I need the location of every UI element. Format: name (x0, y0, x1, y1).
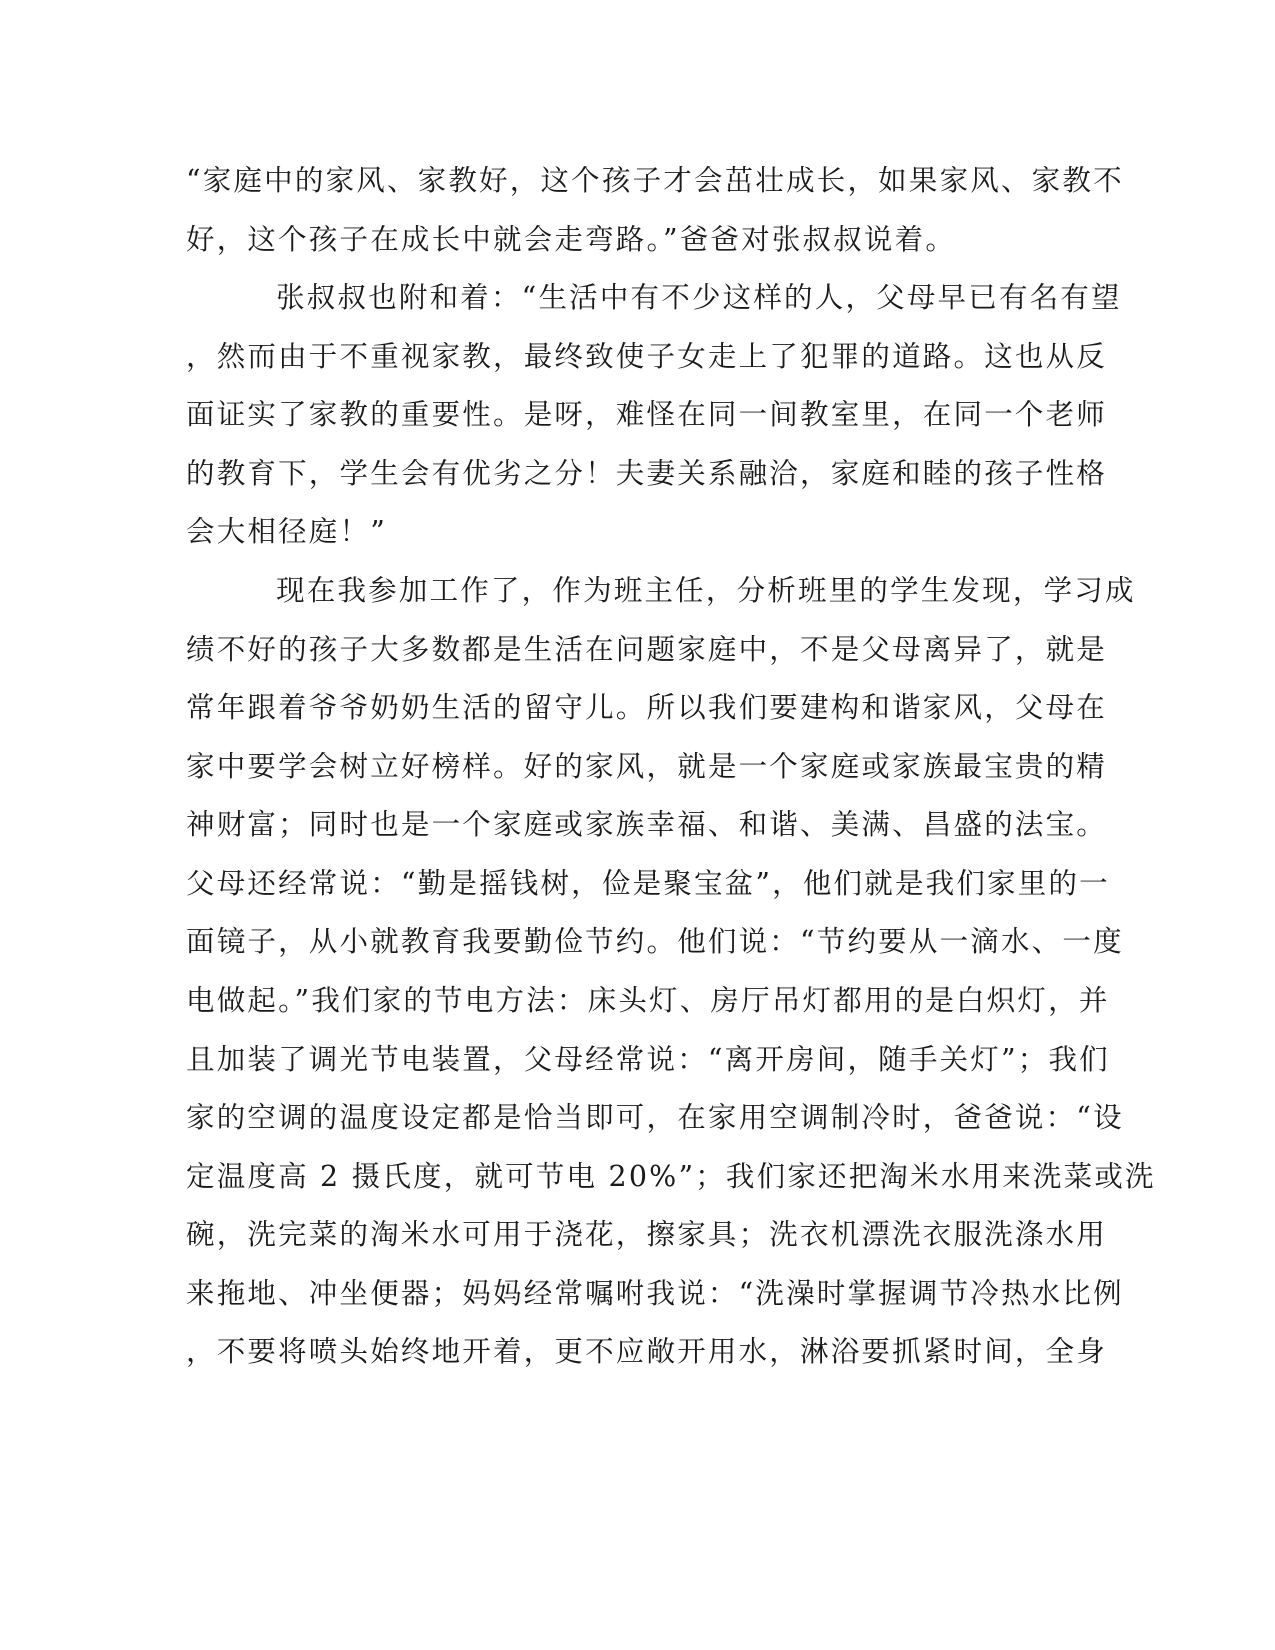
text-line: 神财富；同时也是一个家庭或家族幸福、和谐、美满、昌盛的法宝。 (186, 808, 1108, 841)
text-line: 父母还经常说：“勤是摇钱树，俭是聚宝盆”，他们就是我们家里的一 (186, 867, 1110, 900)
text-line: 好，这个孩子在成长中就会走弯路。”爸爸对张叔叔说着。 (186, 223, 957, 256)
text-line: 面镜子，从小就教育我要勤俭节约。他们说：“节约要从一滴水、一度 (186, 925, 1124, 958)
text-line: 定温度高 2 摄氏度，就可节电 20%”；我们家还把淘米水用来洗菜或洗 (186, 1160, 1156, 1193)
text-line: 面证实了家教的重要性。是呀，难怪在同一间教室里，在同一个老师 (186, 398, 1108, 431)
text-line: 来拖地、冲坐便器；妈妈经常嘱咐我说：“洗澡时掌握调节冷热水比例 (186, 1277, 1124, 1310)
text-line: ，不要将喷头始终地开着，更不应敞开用水，淋浴要抓紧时间，全身 (186, 1335, 1108, 1368)
text-line: ，然而由于不重视家教，最终致使子女走上了犯罪的道路。这也从反 (186, 340, 1108, 373)
text-line: 现在我参加工作了，作为班主任，分析班里的学生发现，学习成 (186, 574, 1136, 607)
text-line: 家的空调的温度设定都是恰当即可，在家用空调制冷时，爸爸说：“设 (186, 1101, 1124, 1134)
text-line: 会大相径庭！” (186, 515, 387, 548)
text-line: 电做起。”我们家的节电方法：床头灯、房厅吊灯都用的是白炽灯，并 (186, 984, 1110, 1017)
text-line: 绩不好的孩子大多数都是生活在问题家庭中，不是父母离异了，就是 (186, 633, 1108, 666)
text-line: 碗，洗完菜的淘米水可用于浇花，擦家具；洗衣机漂洗衣服洗涤水用 (186, 1218, 1108, 1251)
text-line: 常年跟着爷爷奶奶生活的留守儿。所以我们要建构和谐家风，父母在 (186, 691, 1108, 724)
text-line: 且加装了调光节电装置，父母经常说：“离开房间，随手关灯”；我们 (186, 1043, 1110, 1076)
text-line: 的教育下，学生会有优劣之分！夫妻关系融洽，家庭和睦的孩子性格 (186, 457, 1108, 490)
text-line: 家中要学会树立好榜样。好的家风，就是一个家庭或家族最宝贵的精 (186, 750, 1108, 783)
text-line: 张叔叔也附和着：“生活中有不少这样的人，父母早已有名有望 (186, 281, 1122, 314)
text-line: “家庭中的家风、家教好，这个孩子才会茁壮成长，如果家风、家教不 (186, 164, 1124, 197)
